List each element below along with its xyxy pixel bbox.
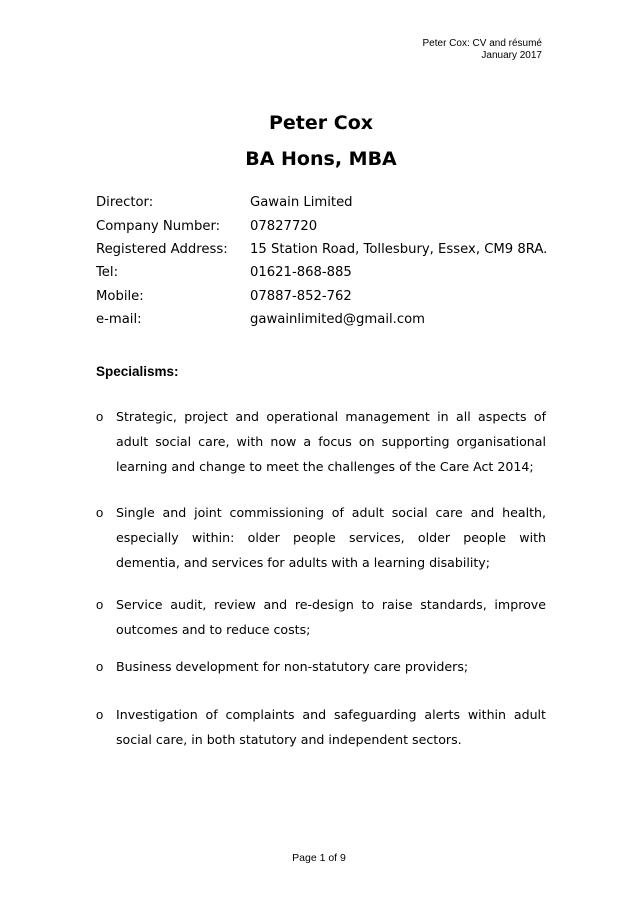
detail-value: Gawain Limited	[250, 195, 353, 211]
detail-label: Registered Address:	[96, 241, 228, 257]
detail-row-email	[96, 308, 556, 331]
bullet-marker: o	[96, 505, 104, 520]
detail-row-director	[96, 191, 556, 214]
bullet-marker: o	[96, 707, 104, 722]
list-item	[96, 500, 546, 575]
list-item	[96, 654, 546, 679]
detail-value: gawainlimited@gmail.com	[250, 312, 426, 328]
list-item	[96, 592, 546, 642]
header-date: January 2017	[481, 50, 542, 61]
page-header	[423, 38, 543, 62]
detail-value: 07827720	[250, 218, 318, 234]
list-item	[96, 702, 546, 752]
page-number: Page 1 of 9	[292, 852, 346, 864]
contact-details	[96, 191, 556, 331]
detail-row-company-number	[96, 214, 556, 237]
detail-value: 01621-868-885	[250, 265, 352, 281]
detail-value: 07887-852-762	[250, 288, 352, 304]
list-item-text: Single and joint commissioning of adult social care and health, especially within: older people services, older people with dementia, and services for adults with a learning disability;	[116, 505, 546, 570]
detail-label: Company Number:	[96, 218, 221, 234]
bullet-marker: o	[96, 409, 104, 424]
list-item-text: Business development for non-statutory care providers;	[116, 659, 469, 674]
list-item-text: Investigation of complaints and safeguarding alerts within adult social care, in both statutory and independent sectors.	[116, 707, 546, 747]
list-item	[96, 404, 546, 479]
detail-label: e-mail:	[96, 312, 142, 328]
header-doc-title: Peter Cox: CV and résumé	[422, 38, 542, 49]
bullet-marker: o	[96, 597, 104, 612]
detail-label: Tel:	[96, 265, 119, 281]
bullet-marker: o	[96, 659, 104, 674]
detail-row-mobile	[96, 285, 556, 308]
list-item-text: Strategic, project and operational management in all aspects of adult social care, with now a focus on supporting organisational learning and change to meet the challenges of the Care Act 2014;	[116, 409, 546, 474]
specialisms-heading: Specialisms:	[96, 364, 179, 379]
detail-row-tel	[96, 261, 556, 284]
detail-row-address	[96, 238, 556, 261]
list-item-text: Service audit, review and re-design to raise standards, improve outcomes and to reduce costs;	[116, 597, 546, 637]
detail-label: Mobile:	[96, 288, 144, 304]
detail-label: Director:	[96, 195, 154, 211]
cv-name: Peter Cox	[268, 112, 374, 134]
cv-qualifications: BA Hons, MBA	[245, 148, 397, 170]
detail-value: 15 Station Road, Tollesbury, Essex, CM9 8RA.	[250, 241, 548, 257]
